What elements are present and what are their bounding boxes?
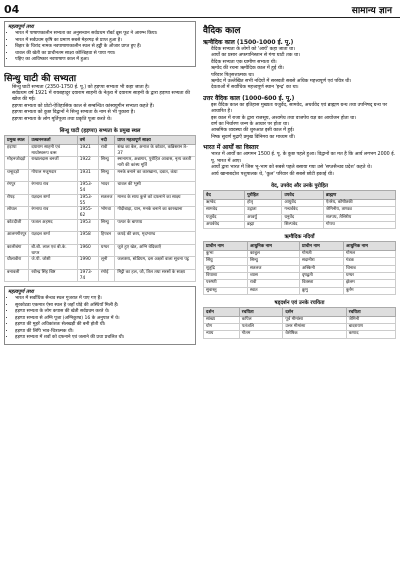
table-cell: 1960 [77,244,98,257]
table-cell: जलाशय, स्टेडियम, दस अक्षरों वाला सूचना पट्ट [115,257,196,270]
table-cell: गन्धर्ववेद [282,207,324,214]
table-cell: वितस्ता [299,280,343,287]
subsection-heading: ऋग्वैदिक काल (1500-1000 ई. पू.) [203,39,294,46]
table-row [204,324,396,331]
table-cell: मिट्टी का हल, जौ, तिल तथा सरसों के साक्ष्य [115,269,196,282]
table-row [204,199,396,206]
table-cell: शतपथ, तैत्तिरीय [323,214,395,221]
bullet-item: • परिवार पितृसत्तात्मक था। [211,73,396,79]
table-cell: कालीबंगा [5,244,29,257]
table-cell: सतलज [247,265,299,272]
bullet-item: • सिन्धु घाटी सभ्यता (2350-1750 ई. पू.) को हड़प्पा सभ्यता भी कहा जाता है। [12,85,196,91]
table-row [204,258,396,265]
table-cell: काबुल [247,251,299,258]
table-row [204,272,396,279]
table-cell: सुवास्तु [204,287,248,294]
table-cell: 1953-55 [77,194,98,207]
table-cell: सिन्धु [247,258,299,265]
table-cell: 1953-54 [77,182,98,195]
table-cell: जुते हुए खेत, अग्नि वेदिकाएँ [115,244,196,257]
table-cell: स्नानागार, अन्नागार, पुरोहित आवास, नृत्य करती नारी की कांस्य मूर्ति [115,157,196,170]
table-cell: कपड़े की छाप, मृदभाण्ड [115,232,196,245]
key-facts-box [4,21,196,67]
table-cell: शुतुद्रि [204,265,248,272]
table-caption: वेद, उपवेद और उनके पुरोहित [271,182,328,189]
right-column [203,21,396,339]
table-cell: उत्तर मीमांसा [283,324,346,331]
table-cell: 1953 [77,219,98,232]
bullet-item: • आश्रमिक व्यवस्था की शुरुआत इसी काल में हुई। [211,128,396,134]
table-row [5,169,196,182]
table-cell: रावी [98,144,114,157]
table-cell: न्याय [204,331,240,338]
table-cell: जे.पी. जोशी [29,257,77,270]
table-cell: स्वात [247,287,299,294]
key-fact: • भारत में सर्वप्रथम कृषि का प्रमाण सबसे मेहरगढ़ से प्राप्त हुआ है। [15,38,192,45]
table-cell: व्यास [247,272,299,279]
bullet-item: • सर्वप्रथम वर्ष 1921 में रायबहादुर दयाराम साहनी के नेतृत्व में दयाराम साहनी के द्वारा हड़प्पा सभ्यता की खोज की गई। [12,91,196,104]
table-cell: बादरायण [346,324,395,331]
column-header: नदी [98,135,114,144]
table-cell: अस्किनी [299,265,343,272]
table-cell: राखालदास बनर्जी [29,157,77,170]
page-number: 04 [4,3,20,16]
column-header: ब्राह्मण [323,190,395,199]
key-fact: • भारत में सर्वाधिक सैन्धव स्थल गुजरात में पाए गए हैं। [15,296,192,303]
table-cell: गोमती [299,251,343,258]
table-cell: 1990 [77,257,98,270]
table-cell: अध्वर्यु [245,214,282,221]
table-row [204,280,396,287]
key-fact: • हड़प्पा सभ्यता से अग्नि पूजा (अग्निकुण्ड) 16 के अनुपात में थे। [15,316,192,323]
table-cell: पत्थर के बाणाग्र [115,219,196,232]
column-header: दर्शन [204,307,240,316]
key-facts-list [8,31,192,64]
table-row [204,207,396,214]
column-header: रचयिता [346,307,395,316]
column-header: वर्ष [77,135,98,144]
bullet-item: • इस वैदिक काल का इतिहास मुख्यतः यजुर्वेद, सामवेद, अथर्ववेद एवं ब्राह्मण ग्रन्थ तथा उपनिषद् ग्रन्थ पर आधारित है। [211,103,396,116]
table-cell: मानव के साथ कुत्ते को दफनाने का साक्ष्य [115,194,196,207]
table-cell: बी.बी. लाल एवं बी.के. थापर [29,244,77,257]
table-cell: चन्हूदड़ो [5,169,29,182]
key-facts-title: महत्वपूर्ण तथ्य [8,24,34,30]
table-cell: सदानीरा [299,258,343,265]
table-cell: सामवेद [204,207,245,214]
table-cell: कपिल [239,316,283,323]
table-cell: यजुर्वेद [204,214,245,221]
table-cell: गोमल [343,251,395,258]
table-cell: 1921 [77,144,98,157]
table-cell: विपाशा [204,272,248,279]
bullet-item: • वर्ण का निर्धारण जन्म के आधार पर होता था। [211,122,396,128]
column-header: उत्खननकर्ता [29,135,77,144]
table-cell: चिनाब [343,265,395,272]
table-cell: घग्घर [98,244,114,257]
subsection-heading: भारत में आर्यों का विस्तार [203,144,259,152]
table-cell: क्रुमु [299,287,343,294]
table-cell: 1955-62 [77,207,98,220]
table-caption: ऋग्वैदिक नदियाँ [284,234,315,241]
table-cell: ब्रह्मा [245,221,282,228]
bullet-list [203,103,396,141]
column-header: दर्शन [283,307,346,316]
bullet-item: • वैदिक सभ्यता के लोगों को 'आर्य' कहा जाता था। [211,47,396,53]
table-cell: मनके बनाने का कारखाना, दवात, कंघा [115,169,196,182]
key-fact: • हड़प्पा की लिपि भाव-चित्रात्मक थी। [15,329,192,336]
table-cell: सतलज [98,194,114,207]
table-cell: परुष्णी [204,280,248,287]
table-cell: उद्गाता [245,207,282,214]
table-cell: फजल अहमद [29,219,77,232]
table-cell: हड़प्पा [5,144,29,157]
table-cell: जैमिनी [346,316,395,323]
table-cell: पतंजलि [239,324,283,331]
bullet-item: • वैदिक सभ्यता एक ग्रामीण सभ्यता थी। [211,60,396,66]
bullet-item: • हड़प्पा सभ्यता के लोग मूर्तिपूजा तथा प्रकृति पूजा करते थे। [12,117,196,123]
table-caption: षड्दर्शन एवं उनके रचयिता [274,299,325,306]
table-cell: झेलम [343,280,395,287]
table-cell: कुभा [204,251,248,258]
bullet-list [203,152,396,178]
table-row [5,257,196,270]
table-cell: मोहनजोदड़ो [5,157,29,170]
table-cell: धनुर्वेद [282,214,324,221]
harappan-sites-table [4,135,196,283]
table-header-row [204,242,396,251]
table-cell: 1958 [77,232,98,245]
key-fact: • भारत में पाषाणकालीन सभ्यता का अनुसन्धान सर्वप्रथम रॉबर्ट ब्रूस फूट ने आरम्भ किया। [15,31,192,38]
bullet-item: • इस काल में राजा के द्वारा राजसूय, अश्वमेध तथा वाजपेय यज्ञ का आयोजन होता था। [211,116,396,122]
table-cell: होतृ [245,199,282,206]
table-cell: गोदीबाड़ा, धान, मनके बनाने का कारखाना [115,207,196,220]
table-cell: शिल्पवेद [282,221,324,228]
table-cell: सिन्धु [98,169,114,182]
column-header: प्राप्त महत्वपूर्ण साक्ष्य [115,135,196,144]
table-row [204,316,396,323]
darshan-table [203,307,396,339]
bullet-item: • निष्क सुवर्ण मुद्राएँ प्रमुख विनिमय का माध्यम थीं। [211,135,396,141]
table-cell: योग [204,324,240,331]
page-header [0,0,400,20]
bullet-item: • हड़प्पा सभ्यता को प्रोटो-ऐतिहासिक काल से सम्बन्धित कांस्ययुगीन सभ्यता कहते हैं। [12,104,196,110]
column-header: रचयिता [239,307,283,316]
column-header: पुरोहित [245,190,282,199]
table-cell: घग्घर [343,272,395,279]
key-fact: • हड़प्पा सभ्यता के लोग कपास की खेती सर्वप्रथम करते थे। [15,309,192,316]
table-header-row [204,190,396,199]
table-cell: आलमगीरपुर [5,232,29,245]
column-header: वेद [204,190,245,199]
table-cell: जैमिनीय, ताण्ड्य [323,207,395,214]
key-facts-title: महत्वपूर्ण तथ्य [8,289,34,296]
table-cell: रावी [247,280,299,287]
bullet-item: • आर्यों का प्रसार अफगानिस्तान से गंगा घाटी तक था। [211,53,396,59]
table-cell: अथर्ववेद [204,221,245,228]
table-caption: सिन्धु घाटी (हड़प्पा) सभ्यता के प्रमुख स्थल [59,127,141,134]
bullet-list [203,47,396,92]
subsection-heading: उत्तर वैदिक काल (1000-600 ई. पू.) [203,94,295,102]
table-cell: रंगनाथ राव [29,182,77,195]
table-cell: चावल की भूसी [115,182,196,195]
table-cell: गंडक [343,258,395,265]
table-row [204,251,396,258]
river-table [203,241,396,295]
table-row [204,214,396,221]
key-fact: • चावल की खेती का प्राचीनतम साक्ष्य कोल्डिहवा से पाया गया। [15,51,192,58]
header-rule [0,17,400,18]
bullet-item: • आर्यों द्वारा भारत में जिस भू-भाग को सबसे पहले बसाया गया उसे 'सप्तसैन्धव प्रदेश' कहते थे। [211,165,396,171]
table-row [204,331,396,338]
section-heading: सिन्धु घाटी की सभ्यता [4,73,77,84]
column-header: आधुनिक नाम [343,242,395,251]
veda-table [203,190,396,229]
column-header: आधुनिक नाम [247,242,299,251]
table-cell: ऋग्वेद [204,199,245,206]
key-fact: • बिहार के चिरांद नामक नवपाषाणकालीन स्थल से हड्डी के औजार प्राप्त हुए हैं। [15,44,192,51]
table-cell: भादर [98,182,114,195]
key-facts-list [8,296,192,342]
table-header-row [204,307,396,316]
table-cell: रोपड़ [5,194,29,207]
table-cell: आयुर्वेद [282,199,324,206]
table-row [204,221,396,228]
table-row [204,287,396,294]
table-cell: कणाद [346,331,395,338]
table-cell: वैशेषिक [283,331,346,338]
table-row [5,244,196,257]
table-cell: गौतम [239,331,283,338]
table-row [5,232,196,245]
key-fact: • हड़प्पा की मुहरें अधिकांशतः सेलखड़ी की बनी होती थीं। [15,322,192,329]
table-cell: पूर्व मीमांसा [283,316,346,323]
table-cell: 1973-74 [77,269,98,282]
left-column [4,21,196,349]
table-cell: सिंधु [204,258,248,265]
table-row [5,182,196,195]
table-cell: कुर्रम [343,287,395,294]
table-cell: धौलावीरा [5,257,29,270]
table-row [204,265,396,272]
table-cell: ऐतरेय, कौषीतकी [323,199,395,206]
table-cell: रंगोई [98,269,114,282]
bullet-item: • ऋग्वेद की रचना ऋग्वैदिक काल में हुई थी। [211,66,396,72]
table-cell: गोपाल मजूमदार [29,169,77,182]
table-row [5,207,196,220]
section-heading: वैदिक काल [203,26,241,36]
bullet-item: • भारत में आर्यों का आगमन 1500 ई. पू. के कुछ पहले हुआ। विद्वानों का मत है कि आर्य लगभग 2000 ई. पू. भारत में आए। [211,152,396,165]
table-cell: दृषद्वती [299,272,343,279]
table-cell: रवीन्द्र सिंह बिष्ट [29,269,77,282]
table-row [5,194,196,207]
table-cell: हिण्डन [98,232,114,245]
table-cell: सांख्य [204,316,240,323]
table-cell: यज्ञदत्त शर्मा [29,194,77,207]
table-cell: शंख का बैल, अनाज के कोठार, कब्रिस्तान R-37 [115,144,196,157]
table-cell: 1931 [77,169,98,182]
table-row [5,144,196,157]
table-cell: रंगनाथ राव [29,207,77,220]
table-cell: गोपथ [323,221,395,228]
bullet-item: • आर्य खानाबदोश पशुपालक थे, 'कुल' परिवार की सबसे छोटी इकाई थी। [211,172,396,178]
table-cell: बनावली [5,269,29,282]
table-row [5,157,196,170]
key-fact: • हड़प्पा सभ्यता में शवों को दफनाने एवं जलाने की प्रथा प्रचलित थी। [15,335,192,342]
table-row [5,269,196,282]
column-header: उपवेद [282,190,324,199]
table-row [5,219,196,232]
key-fact: • सुरकोटडा एकमात्र ऐसा स्थल है जहाँ घोड़े की अस्थियाँ मिली हैं। [15,303,192,310]
bullet-list [4,85,196,123]
table-cell: सिन्धु [98,219,114,232]
table-cell: लूनी [98,257,114,270]
column-header: प्राचीन नाम [204,242,248,251]
bullet-item: • देवताओं में सर्वाधिक महत्त्वपूर्ण स्थान 'इन्द्र' का था। [211,85,396,91]
column-header: प्रमुख स्थल [5,135,29,144]
table-header-row [5,135,196,144]
key-fact: • पहिए का आविष्कार नवपाषाण काल में हुआ। [15,57,192,64]
table-cell: कोटदीजी [5,219,29,232]
table-cell: लोथल [5,207,29,220]
table-cell: दयाराम साहनी एवं माधोस्वरूप वत्स [29,144,77,157]
table-cell: भोगवा [98,207,114,220]
bullet-item: • हड़प्पा सभ्यता को कुछ विद्वानों ने सिन्धु सभ्यता के नाम से भी पुकारा है। [12,110,196,116]
key-facts-box [4,286,196,345]
table-cell: 1922 [77,157,98,170]
bullet-item: • ऋग्वेद में उल्लेखित सभी नदियों में सरस्वती सबसे अधिक महत्त्वपूर्ण एवं पवित्र थी। [211,79,396,85]
table-cell: रंगपुर [5,182,29,195]
table-cell: यज्ञदत्त शर्मा [29,232,77,245]
table-cell: सिन्धु [98,157,114,170]
running-title: सामान्य ज्ञान [351,6,392,16]
column-header: प्राचीन नाम [299,242,343,251]
